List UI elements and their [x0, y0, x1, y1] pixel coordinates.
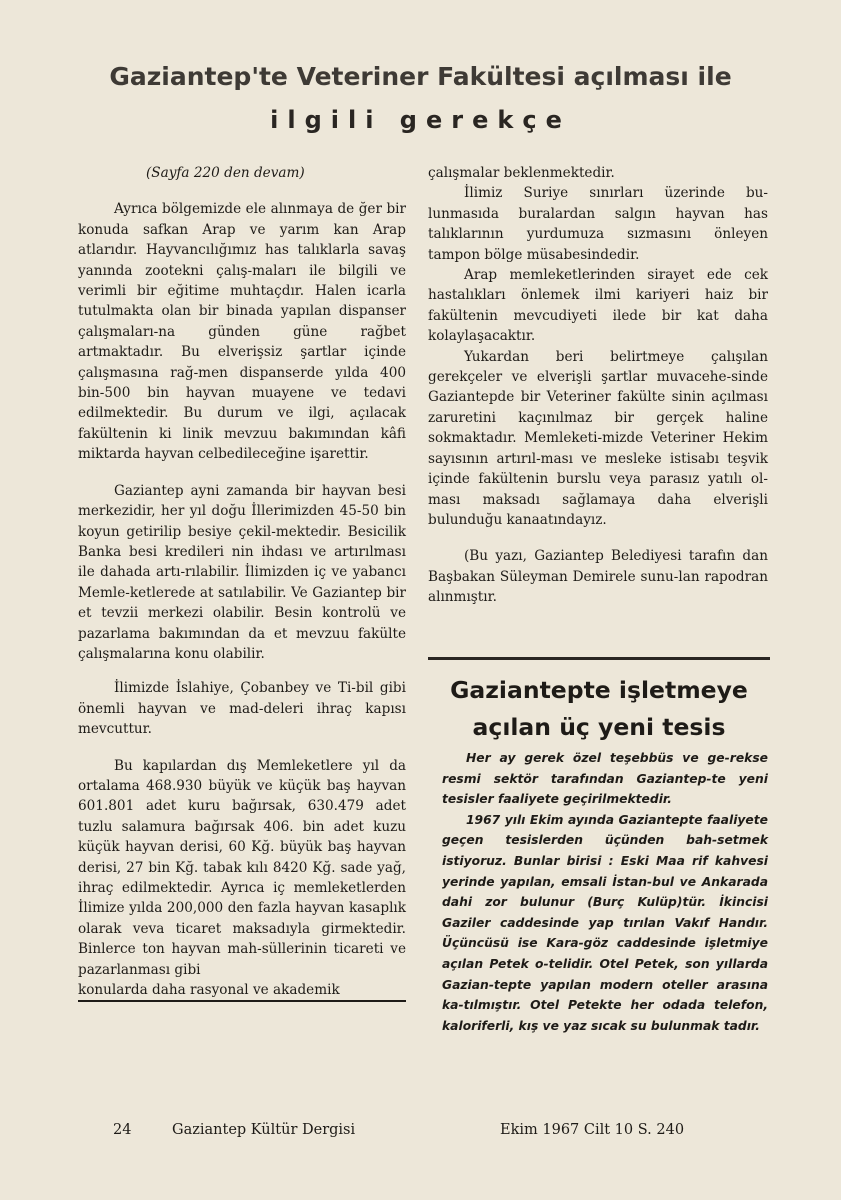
article-subtitle: ilgili gerekçe: [270, 106, 571, 134]
paragraph: Gaziantep ayni zamanda bir hayvan besi merkezidir, her yıl doğu İllerimizden 45-50 bin koyun getirilip besiye çekil-mektedir. Besicilik Banka besi kredileri nin ihdası ve artırılması ile dahada artı-rılabilir. İlimizden iç ve yabancı Memle-ketlerede at satılabilir. Ve Gaziantep bir et tevzii merkezi olabilir. Besin kontrolü ve pazarlama bakımından da et mevzuu fakülte çalışmalarına konu olabilir.: [78, 482, 406, 662]
paragraph: çalışmalar beklenmektedir.: [428, 165, 615, 181]
left-column: [78, 163, 406, 1002]
section-title: açılan üç yeni tesis: [472, 713, 726, 741]
section-title: Gaziantepte işletmeye: [450, 676, 748, 704]
right-column: [428, 163, 768, 608]
paragraph: Bu kapılardan dış Memleketlere yıl da ortalama 468.930 büyük ve küçük baş hayvan 601.801 adet kuru bağırsak, 630.479 adet tuzlu salamura bağırsak 406. bin adet kuzu küçük hayvan derisi, 60 Kğ. büyük baş hayvan derisi, 27 bin Kğ. tabak kılı 8420 Kğ. sade yağ, ihraç edilmektedir. Ayrıca iç memleketlerden İlimize yılda 200,000 den fazla hayvan kasaplık olarak veva ticaret maksadıyla girmektedir. Binlerce ton hayvan mah-süllerinin ticareti ve pazarlanması gibi: [78, 757, 406, 978]
magazine-name: Gaziantep Kültür Dergisi: [172, 1122, 356, 1138]
paragraph: İlimiz Suriye sınırları üzerinde bu-lunmasıda buralardan salgın hayvan has talıklarının yurdumuza sızmasını önleyen tampon bölge müsabesindedir.: [428, 185, 768, 263]
continuation-note: (Sayfa 220 den devam): [146, 165, 305, 181]
paragraph: Yukardan beri belirtmeye çalışılan gerekçeler ve elverişli şartlar muvacehe-sinde Gaziantepde bir Veteriner fakülte sinin açılması zaruretini kaçınılmaz bir gerçek haline sokmaktadır. Memleketi-mizde Veteriner Hekim sayısının artırıl-ması ve mesleke istisabı teşvik içinde fakültenin burslu veya parasız yatılı ol-ması maksadı sağlamaya daha elverişli bulunduğu kanaatındayız.: [428, 348, 768, 528]
issue-info: Ekim 1967 Cilt 10 S. 240: [500, 1122, 685, 1138]
paragraph-last-line: konularda daha rasyonal ve akademik: [78, 980, 406, 1002]
source-note: (Bu yazı, Gaziantep Belediyesi tarafın dan Başbakan Süleyman Demirele sunu-lan rapodran alınmıştır.: [428, 548, 768, 606]
section-body: [442, 748, 768, 1036]
paragraph: Her ay gerek özel teşebbüs ve ge-rekse resmi sektör tarafından Gaziantep-te yeni tesisler faaliyete geçirilmektedir.: [442, 751, 768, 807]
article-title: Gaziantep'te Veteriner Fakültesi açılması ile: [109, 62, 732, 91]
page-number: 24: [113, 1122, 132, 1138]
paragraph: İlimizde İslahiye, Çobanbey ve Ti-bil gibi önemli hayvan ve mad-deleri ihraç kapısı mevcuttur.: [78, 680, 406, 738]
paragraph: 1967 yılı Ekim ayında Gaziantepte faaliyete geçen tesislerden üçünden bah-setmek istiyoruz. Bunlar birisi : Eski Maa rif kahvesi yerinde yapılan, emsali İstan-bul ve Ankarada dahi zor bulunur (Burç Kulüp)tür. İkincisi Gaziler caddesinde yap tırılan Vakıf Handır. Üçüncüsü ise Kara-göz caddesinde işletmiye açılan Petek o-telidir. Otel Petek, son yıllarda Gazian-tepte yapılan modern oteller arasına ka-tılmıştır. Otel Petekte her odada telefon, kaloriferli, kış ve yaz sıcak su bulunmak tadır.: [442, 812, 768, 1033]
paragraph: Arap memleketlerinden sirayet ede cek hastalıkları önlemek ilmi kariyeri haiz bir fakültenin mevcudiyeti ilede bir kat daha kolaylaşacaktır.: [428, 267, 768, 345]
paragraph: Ayrıca bölgemizde ele alınmaya de ğer bir konuda safkan Arap ve yarım kan Arap atlarıdır. Hayvancılığımız has talıklarla savaş yanında zootekni çalış-maları ile bilgili ve verimli bir eğitime muhtaçdır. Halen icarla tutulmakta olan bir binada yapılan dispanser çalışmaları-na günden güne rağbet artmaktadır. Bu elverişsiz şartlar içinde çalışmasına rağ-men dispanserde yılda 400 bin-500 bin hayvan muayene ve tedavi edilmektedir. Bu durum ve ilgi, açılacak fakültenin ki linik mevzuu bakımından kâfi miktarda hayvan celbedileceğine işarettir.: [78, 201, 406, 463]
section-divider: [428, 657, 770, 660]
